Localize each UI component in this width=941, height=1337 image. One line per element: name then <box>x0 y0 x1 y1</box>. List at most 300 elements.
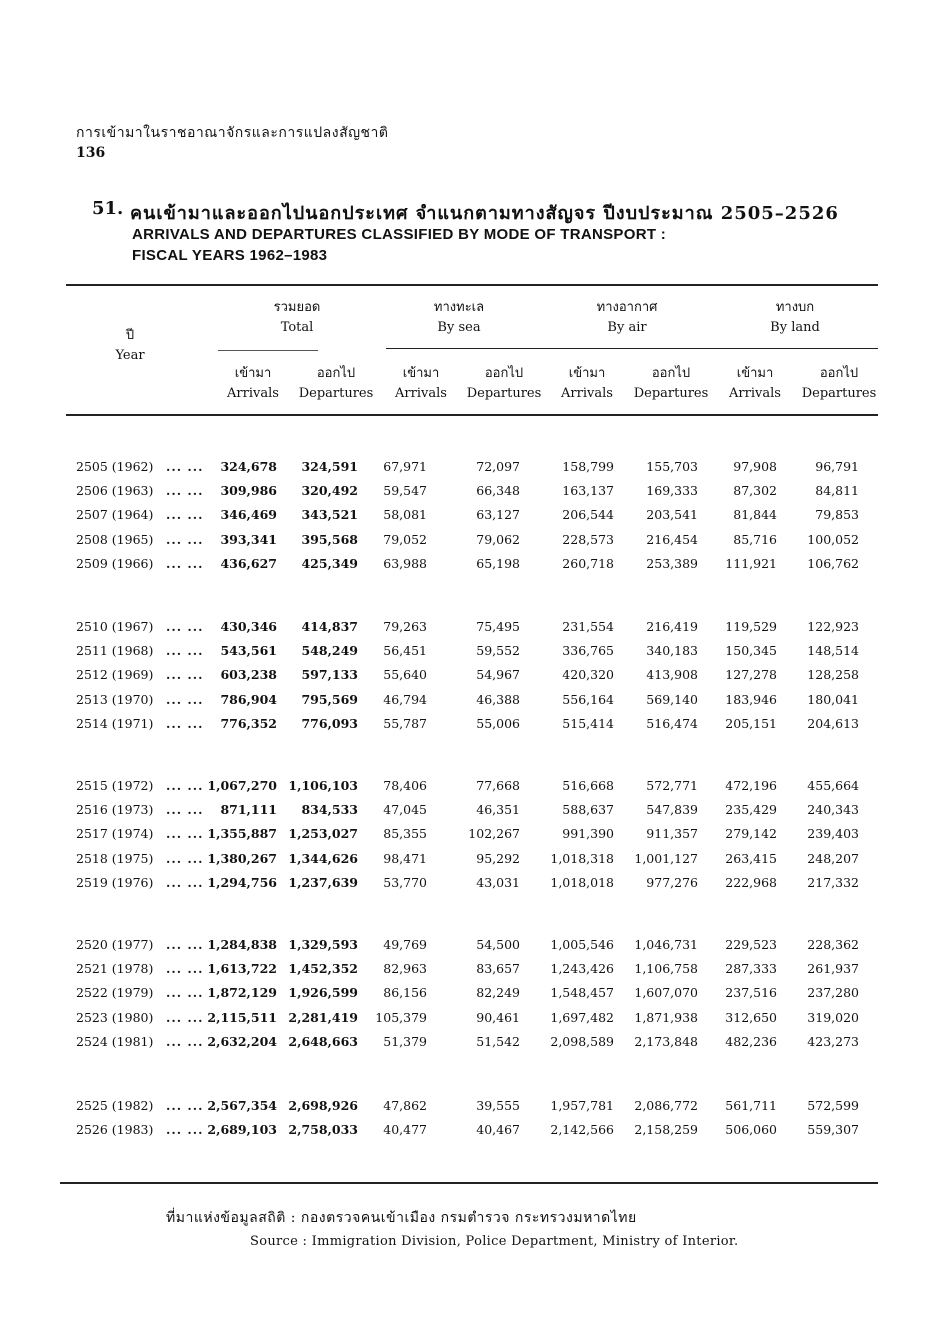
value-cell: 55,787 <box>383 715 427 731</box>
table-row <box>0 692 941 716</box>
value-cell: 65,198 <box>476 555 520 571</box>
year-cell <box>76 961 153 976</box>
leader-dots: ... ... <box>166 531 204 547</box>
value-cell: 95,292 <box>476 850 520 866</box>
page-number: 136 <box>76 145 106 161</box>
value-cell: 588,637 <box>562 802 614 818</box>
value-cell: 603,238 <box>220 667 277 683</box>
value-cell: 237,280 <box>807 985 859 1001</box>
value-cell: 54,500 <box>476 937 520 952</box>
value-cell: 39,555 <box>476 1098 520 1113</box>
value-cell: 235,429 <box>725 802 777 818</box>
year-cell <box>76 1010 153 1025</box>
value-cell: 98,471 <box>383 850 427 866</box>
table-row <box>0 1010 941 1034</box>
value-cell: 67,971 <box>383 459 427 474</box>
year-be: 2513 <box>76 691 108 707</box>
year-ce: (1979) <box>111 985 154 1001</box>
value-cell: 206,544 <box>562 507 614 523</box>
year-cell <box>76 483 153 498</box>
leader-dots: ... ... <box>166 1122 204 1138</box>
value-cell: 54,967 <box>476 667 520 683</box>
value-cell: 150,345 <box>725 643 777 659</box>
table-bottom-rule <box>60 1182 878 1184</box>
year-ce: (1971) <box>111 715 154 731</box>
value-cell: 183,946 <box>725 691 777 707</box>
year-cell <box>76 1098 153 1113</box>
value-cell: 59,552 <box>476 643 520 659</box>
value-cell: 1,344,626 <box>288 850 358 866</box>
value-cell: 79,052 <box>383 531 427 547</box>
value-cell: 2,098,589 <box>550 1033 614 1049</box>
leader-dots: ... ... <box>166 619 204 634</box>
value-cell: 216,454 <box>646 531 698 547</box>
year-ce: (1973) <box>111 802 154 818</box>
value-cell: 1,957,781 <box>550 1098 614 1113</box>
leader-dots: ... ... <box>166 459 204 474</box>
year-cell <box>76 556 153 571</box>
year-be: 2524 <box>76 1033 108 1049</box>
year-ce: (1977) <box>111 937 154 952</box>
table-row <box>0 507 941 531</box>
year-be: 2516 <box>76 802 108 818</box>
source-thai: ที่มาแห่งข้อมูลสถิติ : กองตรวจคนเข้าเมือง กรมตำรวจ กระทรวงมหาดไทย <box>166 1210 637 1226</box>
value-cell: 871,111 <box>220 802 277 818</box>
value-cell: 155,703 <box>646 459 698 474</box>
value-cell: 43,031 <box>476 874 520 890</box>
value-cell: 63,988 <box>383 555 427 571</box>
leader-dots: ... ... <box>166 826 204 842</box>
value-cell: 324,678 <box>220 459 277 474</box>
value-cell: 556,164 <box>562 691 614 707</box>
value-cell: 312,650 <box>725 1009 777 1025</box>
leader-dots: ... ... <box>166 937 204 952</box>
table-row <box>0 716 941 740</box>
value-cell: 55,006 <box>476 715 520 731</box>
value-cell: 100,052 <box>807 531 859 547</box>
value-cell: 63,127 <box>476 507 520 523</box>
year-be: 2518 <box>76 850 108 866</box>
year-cell <box>76 716 153 731</box>
value-cell: 2,158,259 <box>634 1122 698 1138</box>
value-cell: 346,469 <box>220 507 277 523</box>
year-cell <box>76 619 153 634</box>
value-cell: 56,451 <box>383 643 427 659</box>
header-bottom-rule <box>66 414 878 416</box>
value-cell: 2,567,354 <box>207 1098 277 1113</box>
value-cell: 2,698,926 <box>288 1098 358 1113</box>
value-cell: 1,872,129 <box>207 985 277 1001</box>
value-cell: 222,968 <box>725 874 777 890</box>
value-cell: 128,258 <box>807 667 859 683</box>
value-cell: 86,156 <box>383 985 427 1001</box>
value-cell: 79,263 <box>383 619 427 634</box>
value-cell: 248,207 <box>807 850 859 866</box>
subheader-departures: ออกไป Departures <box>466 366 542 401</box>
value-cell: 78,406 <box>383 778 427 793</box>
value-cell: 506,060 <box>725 1122 777 1138</box>
value-cell: 229,523 <box>725 937 777 952</box>
value-cell: 47,045 <box>383 802 427 818</box>
value-cell: 776,352 <box>220 715 277 731</box>
value-cell: 204,613 <box>807 715 859 731</box>
value-cell: 287,333 <box>725 961 777 977</box>
leader-dots: ... ... <box>166 555 204 571</box>
value-cell: 79,062 <box>476 531 520 547</box>
table-row <box>0 459 941 483</box>
table-row <box>0 483 941 507</box>
value-cell: 279,142 <box>725 826 777 842</box>
value-cell: 991,390 <box>562 826 614 842</box>
value-cell: 53,770 <box>383 874 427 890</box>
value-cell: 51,379 <box>383 1033 427 1049</box>
year-ce: (1974) <box>111 826 154 842</box>
subheader-arrivals: เข้ามา Arrivals <box>395 366 447 401</box>
table-row <box>0 1098 941 1122</box>
year-cell <box>76 802 153 817</box>
value-cell: 572,771 <box>646 778 698 793</box>
value-cell: 320,492 <box>301 483 358 499</box>
value-cell: 228,362 <box>807 937 859 952</box>
year-be: 2506 <box>76 483 108 499</box>
year-ce: (1965) <box>111 531 154 547</box>
year-ce: (1975) <box>111 850 154 866</box>
table-row <box>0 1034 941 1058</box>
value-cell: 597,133 <box>301 667 358 683</box>
year-be: 2509 <box>76 555 108 571</box>
group-header-sea: ทางทะเล By sea <box>433 300 485 335</box>
value-cell: 420,320 <box>562 667 614 683</box>
year-cell <box>76 851 153 866</box>
value-cell: 515,414 <box>562 715 614 731</box>
value-cell: 2,173,848 <box>634 1033 698 1049</box>
value-cell: 46,351 <box>476 802 520 818</box>
year-be: 2523 <box>76 1009 108 1025</box>
year-ce: (1982) <box>111 1098 154 1113</box>
value-cell: 393,341 <box>220 531 277 547</box>
value-cell: 1,380,267 <box>207 850 277 866</box>
value-cell: 1,253,027 <box>288 826 358 842</box>
year-ce: (1970) <box>111 691 154 707</box>
value-cell: 158,799 <box>562 459 614 474</box>
value-cell: 1,926,599 <box>288 985 358 1001</box>
subheader-arrivals: เข้ามา Arrivals <box>561 366 613 401</box>
year-cell <box>76 875 153 890</box>
value-cell: 90,461 <box>476 1009 520 1025</box>
table-row <box>0 619 941 643</box>
group-header-air: ทางอากาศ By air <box>596 300 658 335</box>
value-cell: 455,664 <box>807 778 859 793</box>
value-cell: 1,018,018 <box>550 874 614 890</box>
year-cell <box>76 1122 153 1137</box>
source-english: Source : Immigration Division, Police Department, Ministry of Interior. <box>250 1234 739 1249</box>
value-cell: 237,516 <box>725 985 777 1001</box>
value-cell: 85,355 <box>383 826 427 842</box>
value-cell: 430,346 <box>220 619 277 634</box>
value-cell: 240,343 <box>807 802 859 818</box>
value-cell: 72,097 <box>476 459 520 474</box>
value-cell: 205,151 <box>725 715 777 731</box>
table-title-thai: คนเข้ามาและออกไปนอกประเทศ จำแนกตามทางสัญจร ปีงบประมาณ 2505–2526 <box>130 203 839 224</box>
value-cell: 786,904 <box>220 691 277 707</box>
year-cell <box>76 459 153 474</box>
value-cell: 81,844 <box>733 507 777 523</box>
table-row <box>0 961 941 985</box>
value-cell: 482,236 <box>725 1033 777 1049</box>
value-cell: 180,041 <box>807 691 859 707</box>
value-cell: 102,267 <box>468 826 520 842</box>
leader-dots: ... ... <box>166 961 204 977</box>
value-cell: 1,284,838 <box>207 937 277 952</box>
year-cell <box>76 937 153 952</box>
value-cell: 2,281,419 <box>288 1009 358 1025</box>
leader-dots: ... ... <box>166 1009 204 1025</box>
value-cell: 231,554 <box>562 619 614 634</box>
leader-dots: ... ... <box>166 507 204 523</box>
value-cell: 436,627 <box>220 555 277 571</box>
value-cell: 548,249 <box>301 643 358 659</box>
year-ce: (1980) <box>111 1009 154 1025</box>
value-cell: 49,769 <box>383 937 427 952</box>
value-cell: 97,908 <box>733 459 777 474</box>
value-cell: 260,718 <box>562 555 614 571</box>
subheader-departures: ออกไป Departures <box>801 366 877 401</box>
subheader-departures: ออกไป Departures <box>633 366 709 401</box>
value-cell: 413,908 <box>646 667 698 683</box>
value-cell: 1,329,593 <box>288 937 358 952</box>
leader-dots: ... ... <box>166 483 204 499</box>
value-cell: 148,514 <box>807 643 859 659</box>
value-cell: 84,811 <box>815 483 859 499</box>
value-cell: 1,871,938 <box>634 1009 698 1025</box>
value-cell: 309,986 <box>220 483 277 499</box>
value-cell: 543,561 <box>220 643 277 659</box>
value-cell: 83,657 <box>476 961 520 977</box>
year-be: 2511 <box>76 643 108 659</box>
value-cell: 239,403 <box>807 826 859 842</box>
value-cell: 66,348 <box>476 483 520 499</box>
value-cell: 58,081 <box>383 507 427 523</box>
table-title-english-2: FISCAL YEARS 1962–1983 <box>132 247 328 264</box>
year-be: 2521 <box>76 961 108 977</box>
value-cell: 1,046,731 <box>634 937 698 952</box>
value-cell: 2,648,663 <box>288 1033 358 1049</box>
value-cell: 203,541 <box>646 507 698 523</box>
value-cell: 1,548,457 <box>550 985 614 1001</box>
value-cell: 1,607,070 <box>634 985 698 1001</box>
year-ce: (1976) <box>111 874 154 890</box>
table-row <box>0 875 941 899</box>
year-be: 2512 <box>76 667 108 683</box>
value-cell: 472,196 <box>725 778 777 793</box>
year-ce: (1966) <box>111 555 154 571</box>
year-be: 2514 <box>76 715 108 731</box>
value-cell: 547,839 <box>646 802 698 818</box>
table-title-english-1: ARRIVALS AND DEPARTURES CLASSIFIED BY MODE OF TRANSPORT : <box>132 226 667 243</box>
year-be: 2505 <box>76 459 108 474</box>
value-cell: 51,542 <box>476 1033 520 1049</box>
value-cell: 106,762 <box>807 555 859 571</box>
year-ce: (1981) <box>111 1033 154 1049</box>
value-cell: 414,837 <box>301 619 358 634</box>
year-be: 2510 <box>76 619 108 634</box>
year-cell <box>76 643 153 658</box>
leader-dots: ... ... <box>166 778 204 793</box>
leader-dots: ... ... <box>166 643 204 659</box>
year-ce: (1978) <box>111 961 154 977</box>
value-cell: 59,547 <box>383 483 427 499</box>
year-ce: (1983) <box>111 1122 154 1138</box>
year-cell <box>76 507 153 522</box>
subgroup-rule <box>386 348 878 349</box>
value-cell: 122,923 <box>807 619 859 634</box>
year-be: 2520 <box>76 937 108 952</box>
table-row <box>0 937 941 961</box>
value-cell: 516,474 <box>646 715 698 731</box>
value-cell: 169,333 <box>646 483 698 499</box>
section-title: การเข้ามาในราชอาณาจักรและการแปลงสัญชาติ <box>76 125 389 141</box>
value-cell: 2,086,772 <box>634 1098 698 1113</box>
table-row <box>0 643 941 667</box>
value-cell: 87,302 <box>733 483 777 499</box>
value-cell: 85,716 <box>733 531 777 547</box>
year-ce: (1972) <box>111 778 154 793</box>
value-cell: 1,243,426 <box>550 961 614 977</box>
year-be: 2517 <box>76 826 108 842</box>
year-be: 2515 <box>76 778 108 793</box>
year-ce: (1964) <box>111 507 154 523</box>
value-cell: 2,689,103 <box>207 1122 277 1138</box>
value-cell: 1,294,756 <box>207 874 277 890</box>
table-row <box>0 667 941 691</box>
value-cell: 261,937 <box>807 961 859 977</box>
year-be: 2522 <box>76 985 108 1001</box>
value-cell: 1,067,270 <box>207 778 277 793</box>
value-cell: 111,921 <box>725 555 777 571</box>
value-cell: 228,573 <box>562 531 614 547</box>
value-cell: 217,332 <box>807 874 859 890</box>
value-cell: 46,794 <box>383 691 427 707</box>
table-row <box>0 826 941 850</box>
value-cell: 263,415 <box>725 850 777 866</box>
value-cell: 79,853 <box>815 507 859 523</box>
leader-dots: ... ... <box>166 715 204 731</box>
table-row <box>0 1122 941 1146</box>
table-row <box>0 532 941 556</box>
table-row <box>0 985 941 1009</box>
value-cell: 119,529 <box>725 619 777 634</box>
year-header: ปี Year <box>115 328 145 363</box>
value-cell: 1,237,639 <box>288 874 358 890</box>
value-cell: 96,791 <box>815 459 859 474</box>
value-cell: 834,533 <box>301 802 358 818</box>
year-cell <box>76 778 153 793</box>
value-cell: 776,093 <box>301 715 358 731</box>
year-ce: (1968) <box>111 643 154 659</box>
value-cell: 82,249 <box>476 985 520 1001</box>
year-be: 2525 <box>76 1098 108 1113</box>
value-cell: 163,137 <box>562 483 614 499</box>
table-row <box>0 851 941 875</box>
value-cell: 516,668 <box>562 778 614 793</box>
year-cell <box>76 667 153 682</box>
value-cell: 1,001,127 <box>634 850 698 866</box>
group-header-land: ทางบก By land <box>770 300 820 335</box>
value-cell: 395,568 <box>301 531 358 547</box>
leader-dots: ... ... <box>166 1098 204 1113</box>
year-cell <box>76 692 153 707</box>
table-row <box>0 556 941 580</box>
value-cell: 336,765 <box>562 643 614 659</box>
value-cell: 2,142,566 <box>550 1122 614 1138</box>
leader-dots: ... ... <box>166 802 204 818</box>
group-header-total: รวมยอด Total <box>273 300 321 335</box>
table-row <box>0 802 941 826</box>
value-cell: 1,697,482 <box>550 1009 614 1025</box>
value-cell: 47,862 <box>383 1098 427 1113</box>
value-cell: 216,419 <box>646 619 698 634</box>
value-cell: 1,106,758 <box>634 961 698 977</box>
value-cell: 55,640 <box>383 667 427 683</box>
year-cell <box>76 985 153 1000</box>
subheader-departures: ออกไป Departures <box>298 366 374 401</box>
value-cell: 423,273 <box>807 1033 859 1049</box>
value-cell: 343,521 <box>301 507 358 523</box>
value-cell: 1,005,546 <box>550 937 614 952</box>
value-cell: 40,477 <box>383 1122 427 1138</box>
value-cell: 561,711 <box>725 1098 777 1113</box>
value-cell: 75,495 <box>476 619 520 634</box>
value-cell: 1,613,722 <box>207 961 277 977</box>
value-cell: 572,599 <box>807 1098 859 1113</box>
value-cell: 340,183 <box>646 643 698 659</box>
subheader-arrivals: เข้ามา Arrivals <box>227 366 279 401</box>
value-cell: 1,355,887 <box>207 826 277 842</box>
year-ce: (1962) <box>111 459 154 474</box>
value-cell: 77,668 <box>476 778 520 793</box>
value-cell: 46,388 <box>476 691 520 707</box>
table-number: 51. <box>92 198 124 219</box>
leader-dots: ... ... <box>166 985 204 1001</box>
leader-dots: ... ... <box>166 850 204 866</box>
subheader-arrivals: เข้ามา Arrivals <box>729 366 781 401</box>
value-cell: 105,379 <box>375 1009 427 1025</box>
value-cell: 977,276 <box>646 874 698 890</box>
year-cell <box>76 532 153 547</box>
year-be: 2508 <box>76 531 108 547</box>
table-top-rule <box>66 284 878 286</box>
value-cell: 2,632,204 <box>207 1033 277 1049</box>
year-be: 2507 <box>76 507 108 523</box>
year-be: 2526 <box>76 1122 108 1138</box>
year-ce: (1963) <box>111 483 154 499</box>
year-be: 2519 <box>76 874 108 890</box>
value-cell: 2,758,033 <box>288 1122 358 1138</box>
value-cell: 1,452,352 <box>288 961 358 977</box>
value-cell: 569,140 <box>646 691 698 707</box>
year-cell <box>76 826 153 841</box>
leader-dots: ... ... <box>166 691 204 707</box>
value-cell: 559,307 <box>807 1122 859 1138</box>
year-ce: (1967) <box>111 619 154 634</box>
value-cell: 425,349 <box>301 555 358 571</box>
total-group-rule <box>218 350 318 351</box>
value-cell: 319,020 <box>807 1009 859 1025</box>
leader-dots: ... ... <box>166 667 204 683</box>
value-cell: 1,106,103 <box>288 778 358 793</box>
year-ce: (1969) <box>111 667 154 683</box>
value-cell: 795,569 <box>301 691 358 707</box>
